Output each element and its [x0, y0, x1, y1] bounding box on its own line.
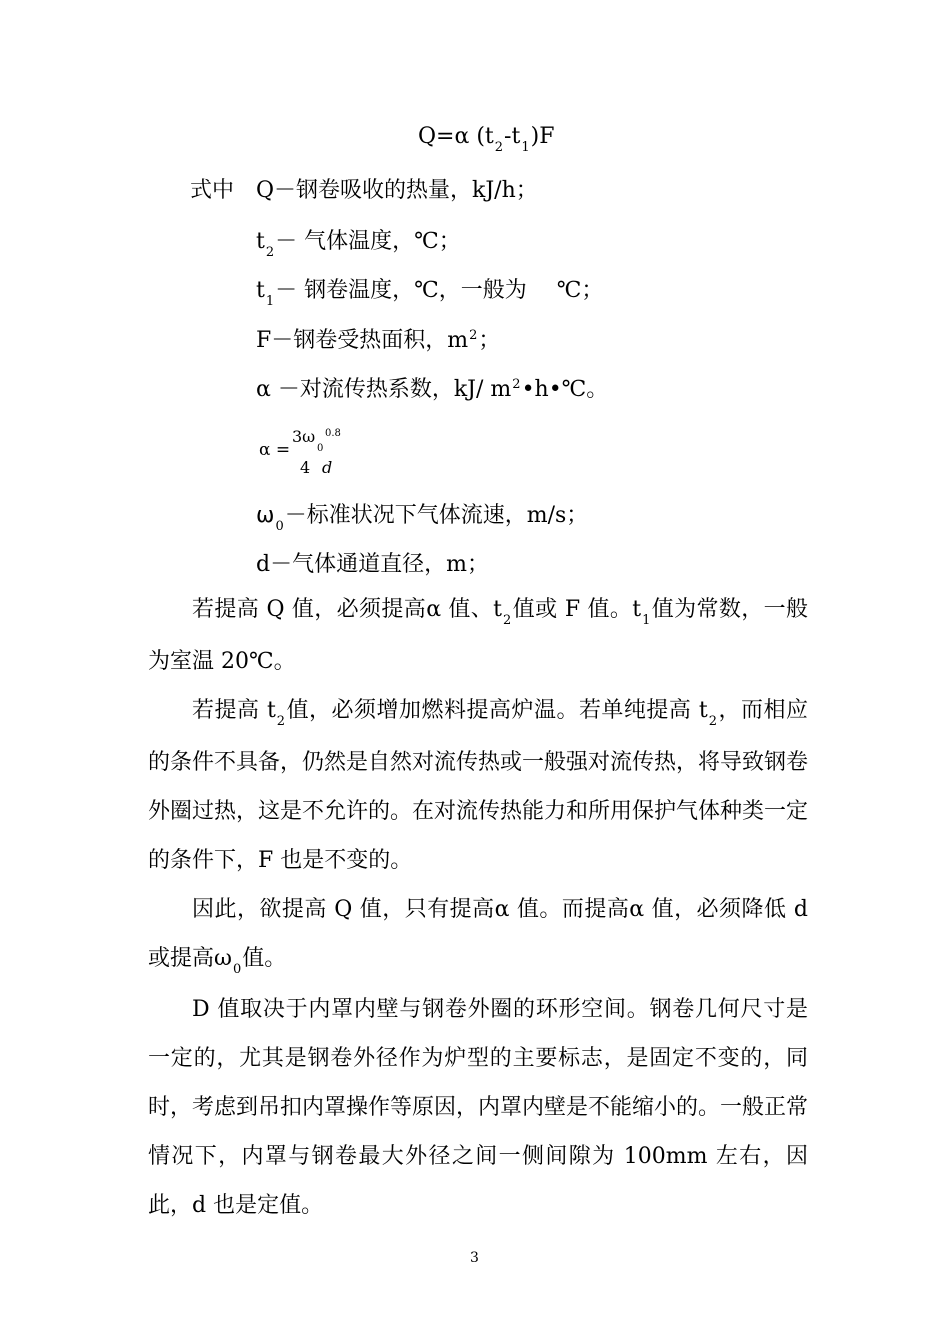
legend-alpha: [256, 372, 608, 403]
alpha-num-subscript: 0: [317, 443, 324, 454]
main-formula: [418, 124, 555, 155]
alpha-numerator: 3ω: [292, 427, 316, 446]
paragraph-3: [148, 885, 808, 986]
alpha-superscript: 2: [512, 377, 521, 392]
legend-q: Q－钢卷吸收的热量，kJ/h；: [256, 178, 538, 203]
legend-t2: [256, 224, 461, 260]
p3-part-a: 因此，欲提高 Q 值，只有提高α 值。而提高α 值，必须降低 d 或提高ω: [148, 897, 808, 971]
p1-part-b: 值或 F 值。t: [512, 597, 642, 622]
p2-part-c: ，而相应的条件不具备，仍然是自然对流传热或一般强对流传热，将导致钢卷外圈过热，这是不允许的。在对流传热能力和所用保护气体种类一定的条件下，F 也是不变的。: [148, 698, 809, 873]
t2-description: － 气体温度，℃；: [275, 229, 461, 254]
page-number: 3: [470, 1250, 479, 1266]
p1-sub-a: 2: [503, 613, 512, 628]
f-description: F－钢卷受热面积，m: [256, 328, 469, 353]
p1-part-c: 值为常数，一般为室温 20℃。: [148, 597, 808, 674]
p1-part-a: 若提高 Q 值，必须提高α 值、t: [192, 597, 503, 622]
p2-sub-b: 2: [708, 714, 718, 729]
p2-part-b: 值，必须增加燃料提高炉温。若单纯提高 t: [286, 698, 708, 723]
p3-part-b: 值。: [242, 946, 287, 971]
omega-description: －标准状况下气体流速，m/s；: [284, 503, 589, 528]
legend-omega: [256, 498, 589, 534]
p2-sub-a: 2: [276, 714, 286, 729]
alpha-denominator-var: d: [322, 458, 333, 477]
t1-subscript: 1: [265, 294, 275, 309]
t1-unit: ℃；: [556, 278, 604, 303]
formula-close: )F: [530, 124, 555, 149]
alpha-num-exponent: 0.8: [325, 428, 341, 439]
alpha-lhs: α =: [259, 440, 291, 460]
paragraph-4: D 值取决于内罩内壁与钢卷外圈的环形空间。钢卷几何尺寸是一定的，尤其是钢卷外径作为炉型的主要标志，是固定不变的，同时，考虑到吊扣内罩操作等原因，内罩内壁是不能缩小的。一般正常情况下，内罩与钢卷最大外径之间一侧间隙为 100mm 左右，因此，d 也是定值。: [148, 997, 809, 1218]
omega-subscript: 0: [275, 519, 284, 534]
legend-intro: 式中: [190, 178, 235, 203]
f-superscript: 2: [469, 328, 478, 343]
formula-minus: -t: [504, 124, 521, 149]
t1-description: － 钢卷温度，℃，一般为: [275, 278, 527, 303]
p2-part-a: 若提高 t: [192, 698, 276, 723]
formula-lhs: Q=α: [418, 124, 470, 149]
paragraph-2: [148, 686, 808, 885]
legend-f: [256, 323, 500, 354]
alpha-description: α －对流传热系数，kJ/ m: [256, 377, 512, 402]
t1-symbol: t: [256, 278, 265, 303]
f-end: ；: [478, 328, 501, 353]
alpha-denominator-coef: 4: [300, 458, 311, 477]
legend-t1: [256, 273, 604, 309]
p1-sub-b: 1: [642, 613, 651, 628]
alpha-end: •h•℃。: [521, 377, 609, 402]
t2-symbol: t: [256, 229, 265, 254]
formula-open: (t: [476, 124, 494, 149]
t2-subscript: 2: [265, 245, 275, 260]
paragraph-1: [148, 585, 808, 686]
legend-d: d－气体通道直径，m；: [256, 552, 489, 577]
omega-symbol: ω: [256, 503, 275, 528]
formula-sub-a: 2: [494, 140, 504, 155]
p3-sub-a: 0: [232, 962, 242, 977]
formula-sub-b: 1: [521, 140, 530, 155]
